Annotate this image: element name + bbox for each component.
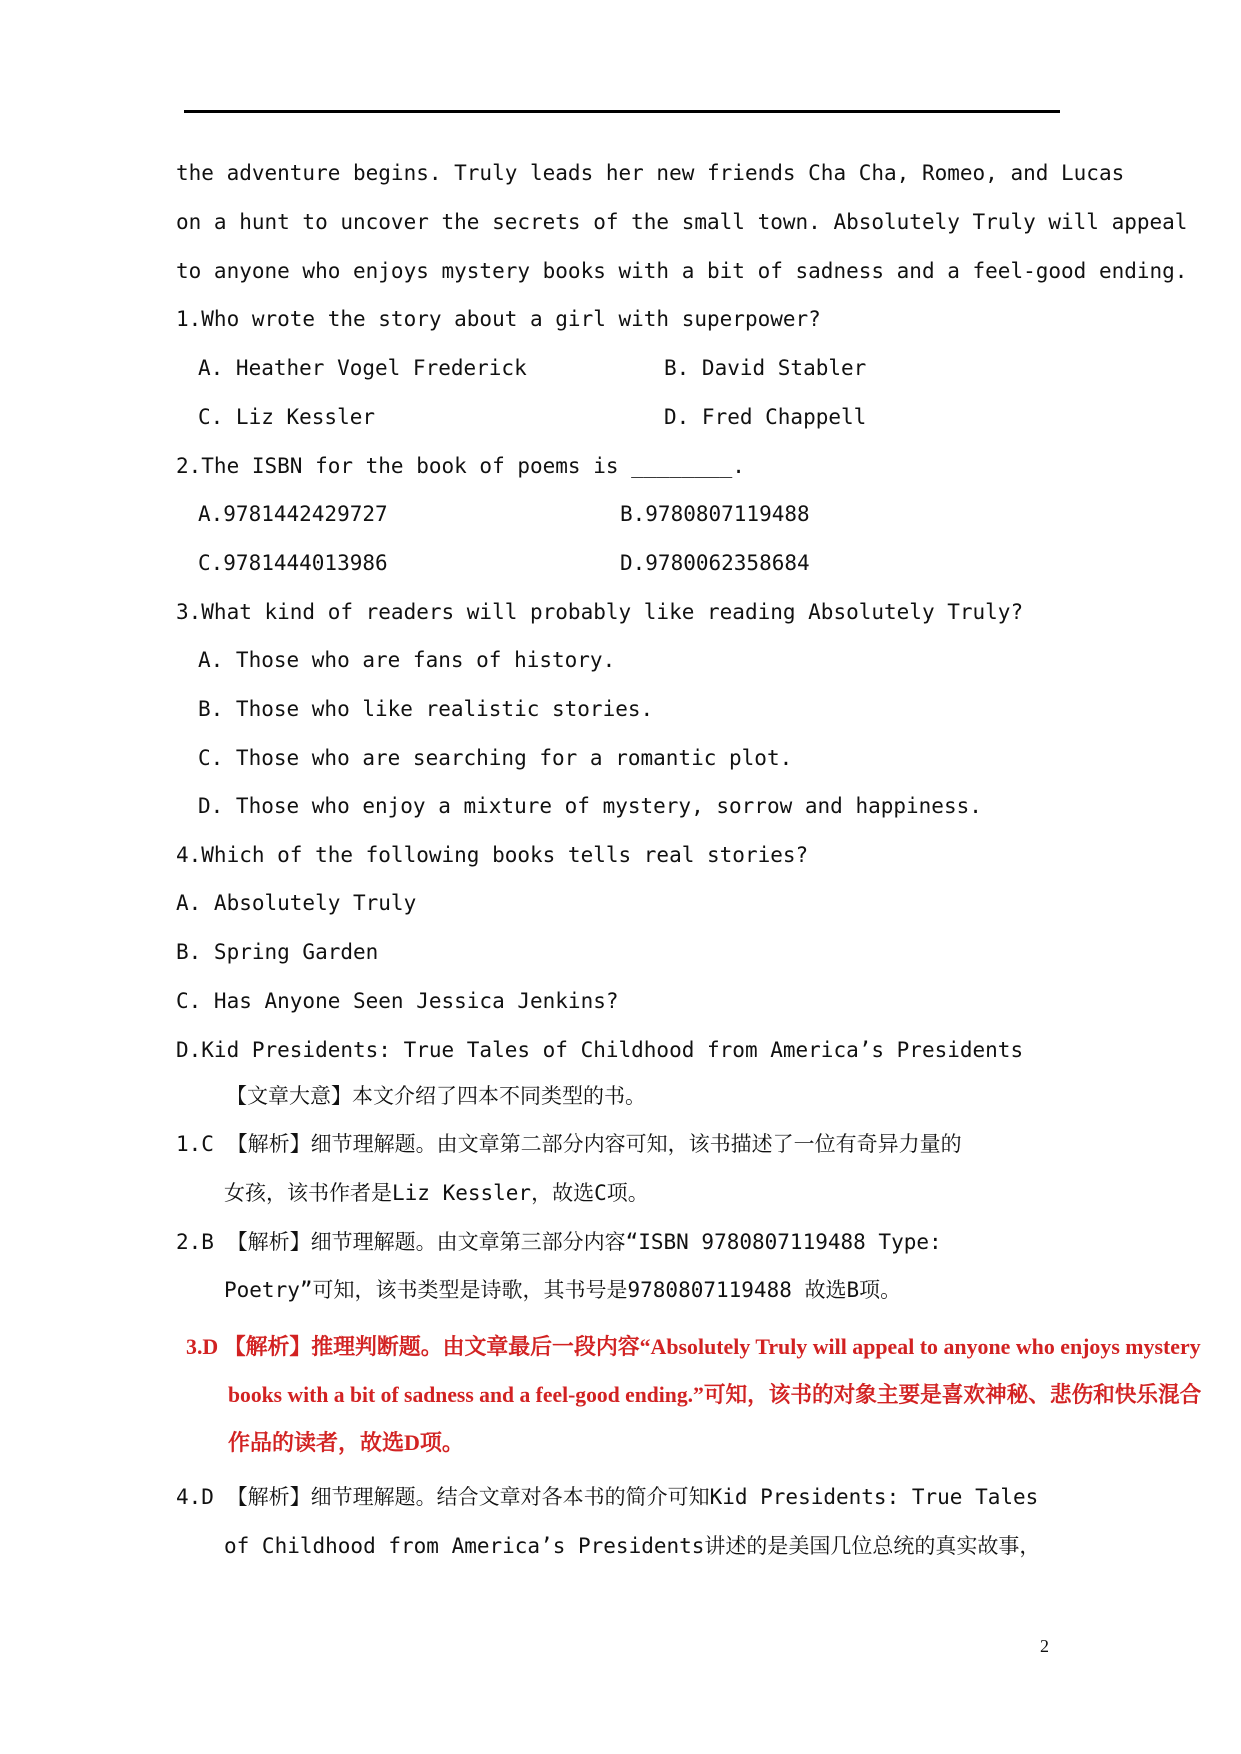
question-2-option-a: A.9781442429727 (198, 502, 388, 526)
question-3-option-a: A. Those who are fans of history. (198, 648, 616, 672)
answer-1-line: 女孩，该书作者是Liz Kessler，故选C项。 (224, 1181, 649, 1205)
question-2-stem: 2.The ISBN for the book of poems is ________. (176, 454, 745, 478)
question-3-option-c: C. Those who are searching for a romantic plot. (198, 746, 793, 770)
question-1-option-a: A. Heather Vogel Frederick (198, 356, 527, 380)
header-rule (184, 110, 1060, 113)
passage-line: to anyone who enjoys mystery books with a bit of sadness and a feel-good ending. (176, 259, 1188, 283)
question-3-option-d: D. Those who enjoy a mixture of mystery, sorrow and happiness. (198, 794, 982, 818)
answer-3-line: 3.D 【解析】推理判断题。由文章最后一段内容“Absolutely Truly will appeal to anyone who enjoys mystery (186, 1334, 1201, 1359)
passage-line: the adventure begins. Truly leads her new friends Cha Cha, Romeo, and Lucas (176, 161, 1125, 185)
question-3-option-b: B. Those who like realistic stories. (198, 697, 654, 721)
question-4-option-d: D.Kid Presidents: True Tales of Childhood from America’s Presidents (176, 1038, 1024, 1062)
question-3-stem: 3.What kind of readers will probably like reading Absolutely Truly? (176, 600, 1024, 624)
page-number: 2 (1040, 1636, 1049, 1656)
question-2-option-d: D.9780062358684 (620, 551, 810, 575)
question-1-option-d: D. Fred Chappell (664, 405, 867, 429)
answer-4-line: 4.D 【解析】细节理解题。结合文章对各本书的简介可知Kid Presidents: True Tales (176, 1485, 1039, 1509)
passage-line: on a hunt to uncover the secrets of the small town. Absolutely Truly will appeal (176, 210, 1188, 234)
question-2-option-b: B.9780807119488 (620, 502, 810, 526)
answer-1-line: 1.C 【解析】细节理解题。由文章第二部分内容可知，该书描述了一位有奇异力量的 (176, 1132, 962, 1156)
question-4-option-a: A. Absolutely Truly (176, 891, 417, 915)
question-4-option-c: C. Has Anyone Seen Jessica Jenkins? (176, 989, 619, 1013)
question-1-stem: 1.Who wrote the story about a girl with superpower? (176, 307, 821, 331)
question-1-option-b: B. David Stabler (664, 356, 867, 380)
answer-3-line: 作品的读者，故选D项。 (228, 1430, 464, 1455)
question-4-option-b: B. Spring Garden (176, 940, 379, 964)
question-2-option-c: C.9781444013986 (198, 551, 388, 575)
question-1-option-c: C. Liz Kessler (198, 405, 376, 429)
question-4-stem: 4.Which of the following books tells real stories? (176, 843, 809, 867)
answer-3-line: books with a bit of sadness and a feel-good ending.”可知，该书的对象主要是喜欢神秘、悲伤和快乐混合 (228, 1382, 1202, 1407)
answer-4-line: of Childhood from America’s Presidents讲述的是美国几位总统的真实故事， (224, 1534, 1041, 1558)
article-summary: 【文章大意】本文介绍了四本不同类型的书。 (226, 1084, 646, 1108)
answer-2-line: 2.B 【解析】细节理解题。由文章第三部分内容“ISBN 9780807119488 Type: (176, 1230, 942, 1254)
answer-2-line: Poetry”可知，该书类型是诗歌，其书号是9780807119488 故选B项。 (224, 1278, 902, 1302)
